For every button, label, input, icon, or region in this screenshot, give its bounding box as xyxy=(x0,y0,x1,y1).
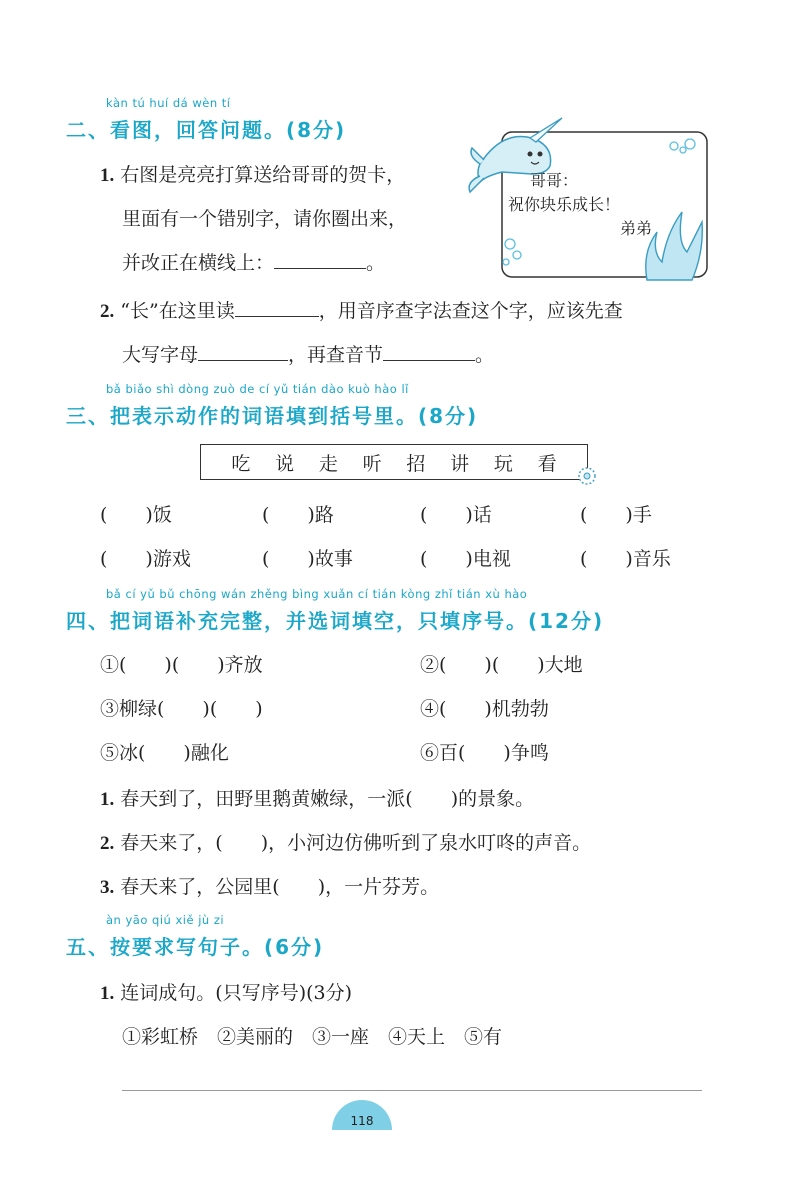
idiom-item[interactable]: ⑤冰( )融化 xyxy=(100,742,229,764)
fill-item[interactable]: ( )故事 xyxy=(262,548,353,570)
q5-number: 1. xyxy=(100,983,115,1004)
q5-line xyxy=(100,978,352,1005)
fill-item[interactable]: ( )路 xyxy=(262,504,334,526)
section3-pinyin: bǎ biǎo shì dòng zuò de cí yǔ tián dào kuò hào lǐ xyxy=(106,382,409,396)
answer-blank-syllable[interactable] xyxy=(383,359,475,361)
word-bank-item: 说 xyxy=(275,452,295,475)
q1-text-3: 并改正在横线上： xyxy=(122,252,275,274)
idiom-item[interactable]: ④( )机勃勃 xyxy=(420,698,549,720)
card-message: 祝你块乐成长！ xyxy=(508,195,621,214)
section2-heading: 二、看图，回答问题。(8分) xyxy=(66,118,347,142)
fill-item[interactable]: ( )话 xyxy=(420,504,492,526)
q1-text-1: 右图是亮亮打算送给哥哥的贺卡， xyxy=(120,164,406,186)
section4-heading: 四、把词语补充完整，并选词填空，只填序号。(12分) xyxy=(66,609,605,633)
word-bank-item: 玩 xyxy=(493,452,513,475)
sentence-text[interactable]: 春天来了，公园里( )，一片芬芳。 xyxy=(120,876,440,898)
q2-text-4: ，再查音节 xyxy=(288,344,384,366)
word-bank-box xyxy=(200,444,588,480)
q2-line1 xyxy=(100,296,623,323)
fill-item[interactable]: ( )饭 xyxy=(100,504,172,526)
word-bank-item: 走 xyxy=(318,452,338,475)
answer-blank-pinyin[interactable] xyxy=(235,315,319,317)
q1-line2: 里面有一个错别字，请你圈出来， xyxy=(122,208,408,230)
fill-item[interactable]: ( )游戏 xyxy=(100,548,191,570)
section5-heading: 五、按要求写句子。(6分) xyxy=(66,935,325,959)
word-bank-item: 听 xyxy=(362,452,382,475)
fill-item[interactable]: ( )音乐 xyxy=(580,548,671,570)
footer-divider xyxy=(122,1090,702,1091)
card-signature: 弟弟 xyxy=(620,219,653,238)
flower-decoration-icon xyxy=(572,464,602,488)
section3-heading: 三、把表示动作的词语填到括号里。(8分) xyxy=(66,404,479,428)
idiom-item[interactable]: ②( )( )大地 xyxy=(420,654,583,676)
sentence-number: 1. xyxy=(100,789,115,810)
q1-number: 1. xyxy=(100,165,115,186)
q2-text-5: 。 xyxy=(475,344,495,366)
q2-text-3: 大写字母 xyxy=(122,344,199,366)
q1-text-3-end: 。 xyxy=(366,252,386,274)
q2-number: 2. xyxy=(100,301,115,322)
sentence-item xyxy=(100,872,439,899)
sentence-number: 2. xyxy=(100,833,115,854)
word-options: ①彩虹桥 ②美丽的 ③一座 ④天上 ⑤有 xyxy=(122,1026,503,1048)
sentence-item xyxy=(100,828,591,855)
q2-text-2: ，用音序查字法查这个字，应该先查 xyxy=(318,300,623,322)
section2-pinyin: kàn tú huí dá wèn tí xyxy=(106,96,231,110)
card-greeting: 哥哥： xyxy=(530,171,579,190)
section4-pinyin: bǎ cí yǔ bǔ chōng wán zhěng bìng xuǎn cí tián kòng zhǐ tián xù hào xyxy=(106,587,528,601)
q2-line2 xyxy=(122,340,494,367)
q2-text-1: “长”在这里读 xyxy=(120,300,235,322)
fill-item[interactable]: ( )电视 xyxy=(420,548,511,570)
answer-blank-capital-letter[interactable] xyxy=(198,359,288,361)
page-number: 118 xyxy=(350,1114,374,1128)
sentence-number: 3. xyxy=(100,877,115,898)
q1-line3 xyxy=(122,248,385,275)
sentence-text[interactable]: 春天来了，( )，小河边仿佛听到了泉水叮咚的声音。 xyxy=(120,832,592,854)
page-number-badge xyxy=(332,1100,392,1130)
q1-line1 xyxy=(100,160,405,187)
idiom-item[interactable]: ③柳绿( )( ) xyxy=(100,698,263,720)
word-bank-item: 招 xyxy=(406,452,426,475)
fill-item[interactable]: ( )手 xyxy=(580,504,652,526)
sentence-text[interactable]: 春天到了，田野里鹅黄嫩绿，一派( )的景象。 xyxy=(120,788,535,810)
idiom-item[interactable]: ⑥百( )争鸣 xyxy=(420,742,549,764)
seaweed-icon xyxy=(646,212,703,280)
answer-blank-correction[interactable] xyxy=(274,267,366,269)
sentence-item xyxy=(100,784,534,811)
idiom-item[interactable]: ①( )( )齐放 xyxy=(100,654,263,676)
section5-pinyin: àn yāo qiú xiě jù zi xyxy=(106,913,225,927)
word-bank-item: 吃 xyxy=(231,452,251,475)
word-bank-item: 讲 xyxy=(450,452,470,475)
word-bank-item: 看 xyxy=(537,452,557,475)
q5-text: 连词成句。(只写序号)(3分) xyxy=(120,982,353,1004)
